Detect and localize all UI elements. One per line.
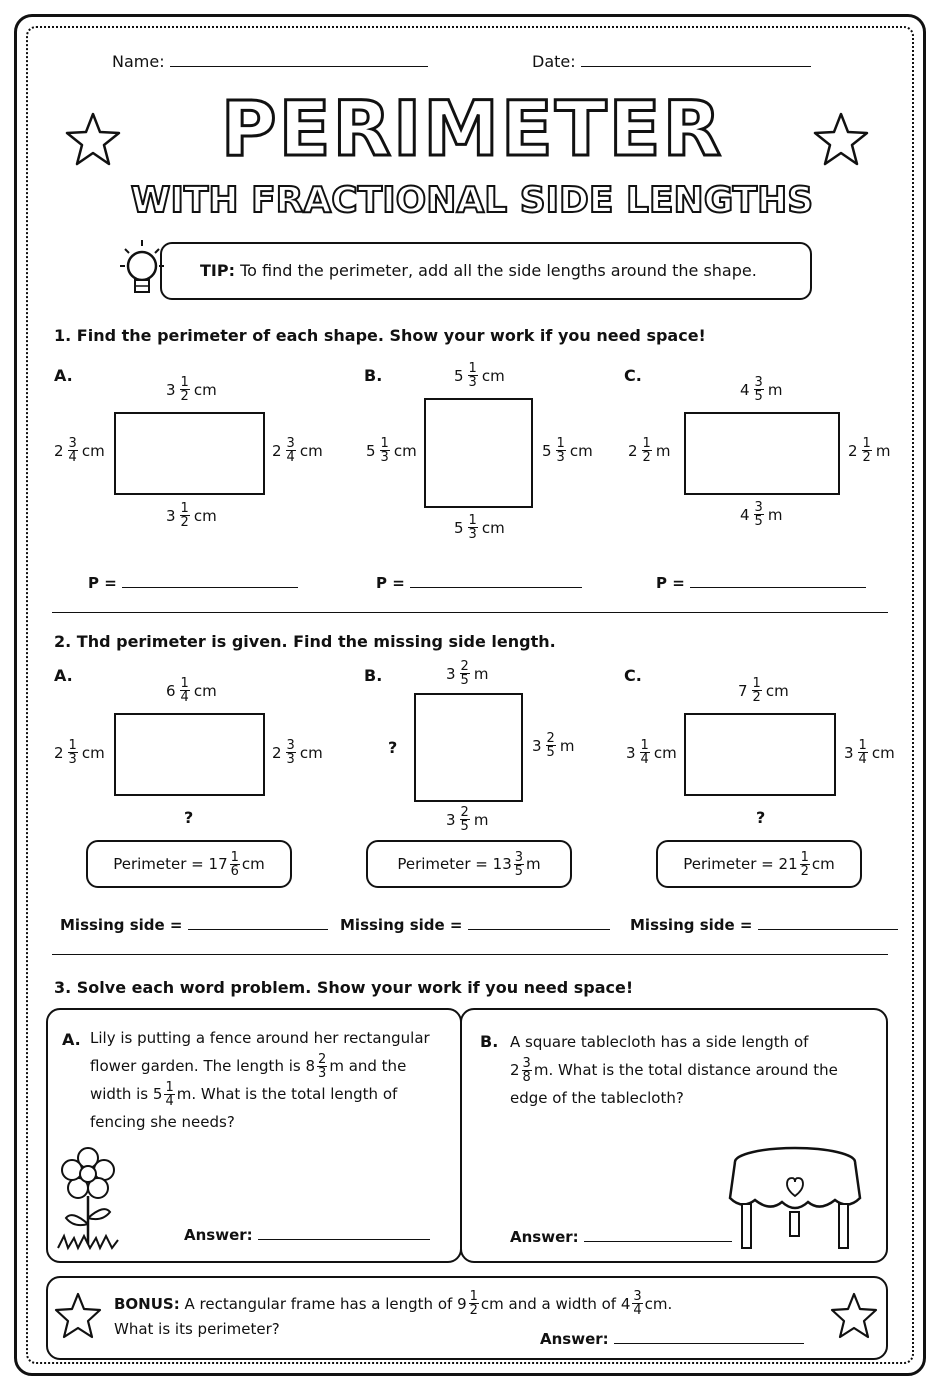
- s1c-top-length: 4 $\frac{3}{5}$ m: [740, 375, 783, 404]
- date-field[interactable]: [532, 52, 811, 71]
- s2b-right-length: 3 $\frac{2}{5}$ m: [532, 731, 575, 760]
- page-title: PERIMETER: [220, 84, 724, 173]
- s1-square-b: [424, 398, 533, 508]
- s2a-top-length: 6 $\frac{1}{4}$ cm: [166, 676, 217, 705]
- s2-rectangle-a: [114, 713, 265, 796]
- s1c-answer[interactable]: P =: [656, 574, 866, 592]
- s1b-right-length: 5 $\frac{1}{3}$ cm: [542, 436, 593, 465]
- s2a-perimeter-box: Perimeter = 17 $\frac{1}{6}$ cm: [86, 840, 292, 888]
- answer-line[interactable]: [758, 929, 898, 930]
- problem-a-answer[interactable]: Answer:: [184, 1226, 430, 1244]
- s2b-perimeter-box: Perimeter = 13 $\frac{3}{5}$ m: [366, 840, 572, 888]
- problem-b-answer[interactable]: Answer:: [510, 1228, 732, 1246]
- s1a-right-length: 2 $\frac{3}{4}$ cm: [272, 436, 323, 465]
- s2b-missing-mark: ?: [388, 738, 398, 757]
- s2c-left-length: 3 $\frac{1}{4}$ cm: [626, 738, 677, 767]
- answer-line[interactable]: [410, 587, 582, 588]
- s1-rectangle-a: [114, 412, 265, 495]
- s2-letter-a: A.: [54, 666, 73, 685]
- answer-line[interactable]: [122, 587, 298, 588]
- s2c-right-length: 3 $\frac{1}{4}$ cm: [844, 738, 895, 767]
- answer-line[interactable]: [690, 587, 866, 588]
- problem-b-letter: B.: [480, 1032, 499, 1051]
- section3-heading: 3. Solve each word problem. Show your work if you need space!: [54, 978, 634, 997]
- s1b-left-length: 5 $\frac{1}{3}$ cm: [366, 436, 417, 465]
- s2c-top-length: 7 $\frac{1}{2}$ cm: [738, 676, 789, 705]
- star-icon: [52, 1290, 104, 1342]
- s1a-top-length: 3 $\frac{1}{2}$ cm: [166, 375, 217, 404]
- date-line[interactable]: [581, 66, 811, 67]
- s1a-bottom-length: 3 $\frac{1}{2}$ cm: [166, 501, 217, 530]
- bonus-answer[interactable]: Answer:: [540, 1330, 804, 1348]
- s2-letter-c: C.: [624, 666, 642, 685]
- s1c-right-length: 2 $\frac{1}{2}$ m: [848, 436, 891, 465]
- s2b-answer[interactable]: Missing side =: [340, 916, 610, 934]
- answer-line[interactable]: [468, 929, 610, 930]
- s2c-missing-mark: ?: [756, 808, 766, 827]
- s1b-top-length: 5 $\frac{1}{3}$ cm: [454, 361, 505, 390]
- s1c-left-length: 2 $\frac{1}{2}$ m: [628, 436, 671, 465]
- s1a-answer[interactable]: P =: [88, 574, 298, 592]
- name-field[interactable]: [112, 52, 428, 71]
- s2a-missing-mark: ?: [184, 808, 194, 827]
- answer-line[interactable]: [614, 1343, 804, 1344]
- divider: [52, 612, 888, 613]
- s1-rectangle-c: [684, 412, 840, 495]
- s2a-right-length: 2 $\frac{3}{3}$ cm: [272, 738, 323, 767]
- flower-icon: [54, 1144, 122, 1256]
- table-icon: [720, 1140, 870, 1254]
- s2a-answer[interactable]: Missing side =: [60, 916, 328, 934]
- answer-line[interactable]: [258, 1239, 430, 1240]
- s2-square-b: [414, 693, 523, 802]
- name-label: Name:: [112, 52, 165, 71]
- s2b-top-length: 3 $\frac{2}{5}$ m: [446, 659, 489, 688]
- s1-letter-c: C.: [624, 366, 642, 385]
- star-icon-left: [58, 104, 128, 174]
- section2-heading: 2. Thd perimeter is given. Find the missing side length.: [54, 632, 556, 651]
- bonus-line2: What is its perimeter?: [114, 1320, 280, 1338]
- s1-letter-a: A.: [54, 366, 73, 385]
- problem-b-text: A square tablecloth has a side length of 2 $\frac{3}{8}$ m. What is the total distance around the edge of the tablecloth?: [510, 1033, 838, 1107]
- page-subtitle: WITH FRACTIONAL SIDE LENGTHS: [130, 180, 814, 221]
- answer-line[interactable]: [188, 929, 328, 930]
- bonus-line1: BONUS: A rectangular frame has a length of 9 $\frac{1}{2}$ cm and a width of 4 $\frac{3}{4}$ cm.: [114, 1289, 673, 1318]
- s1a-left-length: 2 $\frac{3}{4}$ cm: [54, 436, 105, 465]
- tip-label: TIP:: [200, 261, 235, 280]
- problem-a-letter: A.: [62, 1030, 81, 1049]
- s2c-perimeter-box: Perimeter = 21 $\frac{1}{2}$ cm: [656, 840, 862, 888]
- s2a-left-length: 2 $\frac{1}{3}$ cm: [54, 738, 105, 767]
- name-line[interactable]: [170, 66, 428, 67]
- s2c-answer[interactable]: Missing side =: [630, 916, 898, 934]
- s1b-answer[interactable]: P =: [376, 574, 582, 592]
- s1b-bottom-length: 5 $\frac{1}{3}$ cm: [454, 513, 505, 542]
- tip-text: [200, 261, 757, 280]
- tip-body: To find the perimeter, add all the side lengths around the shape.: [240, 261, 757, 280]
- s2-letter-b: B.: [364, 666, 383, 685]
- problem-a-text: Lily is putting a fence around her rectangular flower garden. The length is 8 $\frac{2}{3}$ m and the width is 5 $\frac{1}{4}$ m. What is the total length of fencing she needs?: [90, 1029, 430, 1131]
- star-icon: [828, 1290, 880, 1342]
- s2-rectangle-c: [684, 713, 836, 796]
- date-label: Date:: [532, 52, 576, 71]
- s1c-bottom-length: 4 $\frac{3}{5}$ m: [740, 500, 783, 529]
- answer-line[interactable]: [584, 1241, 732, 1242]
- section1-heading: 1. Find the perimeter of each shape. Show your work if you need space!: [54, 326, 706, 345]
- s1-letter-b: B.: [364, 366, 383, 385]
- s2b-bottom-length: 3 $\frac{2}{5}$ m: [446, 805, 489, 834]
- divider: [52, 954, 888, 955]
